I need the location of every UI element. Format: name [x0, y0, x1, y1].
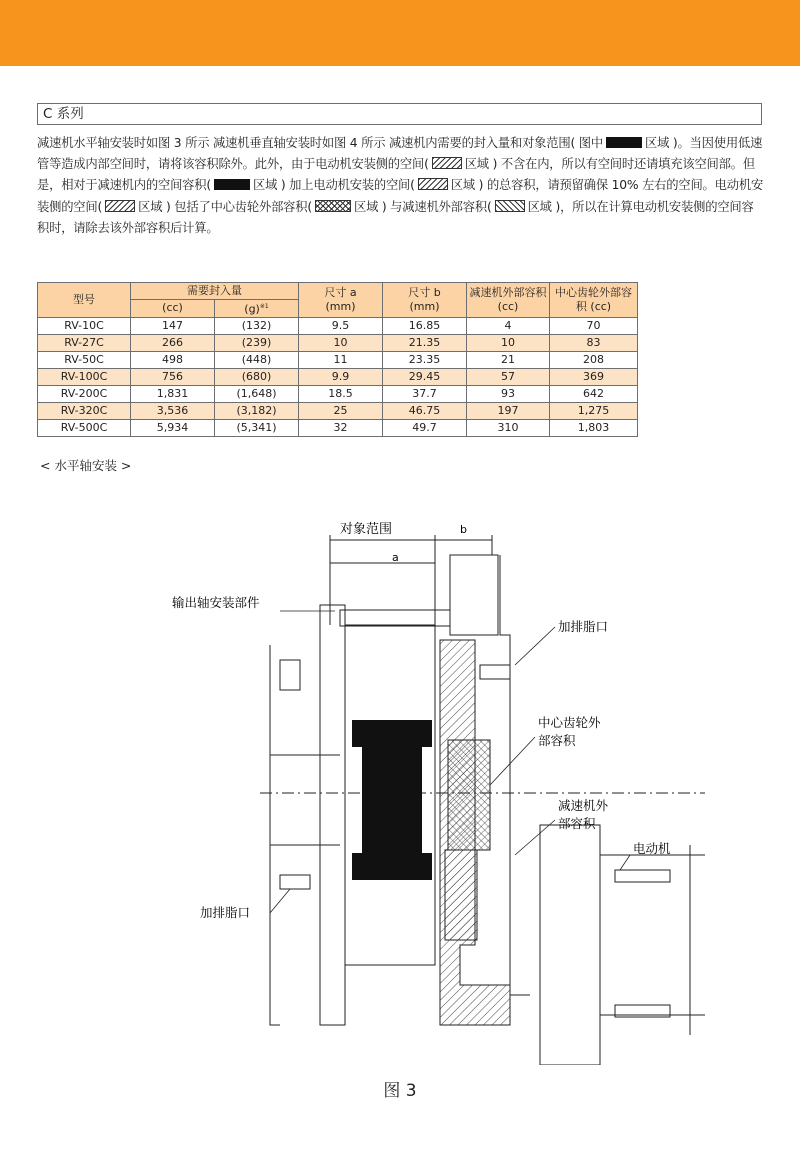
table-cell: 11 [299, 351, 383, 368]
header-g: $(g)^{※1}$ [215, 300, 299, 318]
table-cell: RV-50C [38, 351, 131, 368]
hatch-area-swatch [418, 178, 448, 190]
table-cell: (239) [215, 334, 299, 351]
label-dim-b: b [460, 523, 467, 536]
table-cell: 208 [550, 351, 638, 368]
horizontal-mount-diagram [170, 515, 710, 1065]
table-cell: RV-10C [38, 317, 131, 334]
table-cell: 23.35 [383, 351, 467, 368]
table-cell: 266 [131, 334, 215, 351]
table-cell: 310 [467, 419, 550, 436]
para-text: 区域 ) 与减速机外部容积( [353, 199, 492, 214]
table-cell: RV-27C [38, 334, 131, 351]
table-cell: 9.5 [299, 317, 383, 334]
table-cell: (448) [215, 351, 299, 368]
label-grease-top: 加排脂口 [558, 619, 609, 634]
label-center-volume-1: 中心齿轮外 [538, 715, 601, 730]
table-cell: 1,803 [550, 419, 638, 436]
hatch-area-swatch [105, 200, 135, 212]
black-area-swatch [606, 137, 642, 148]
para-text: 区域 ) 的总容积，请预留确保 10% 左右的空间。电动机安装侧的空间( [37, 178, 764, 214]
table-cell: RV-200C [38, 385, 131, 402]
label-dim-a: a [392, 551, 399, 564]
para-text: 区域 )。当因使用低速管等造成内部空间时，请将该容积除外。此外，由于电动机安装侧的空间( [37, 136, 763, 172]
section-title: C 系列 [37, 103, 762, 125]
figure-title: 图 3 [383, 1081, 417, 1101]
header-fill: 需要封入量 [131, 283, 299, 300]
table-row [38, 351, 638, 368]
table-cell: (132) [215, 317, 299, 334]
spec-table [37, 282, 638, 437]
table-cell: 93 [467, 385, 550, 402]
label-grease-bottom: 加排脂口 [200, 905, 251, 920]
para-text: 减速机水平轴安装时如图 3 所示 减速机垂直轴安装时如图 4 所示 减速机内需要的封入量和对象范围( 图中 [37, 136, 603, 150]
table-row [38, 419, 638, 436]
table-row [38, 334, 638, 351]
table-cell: 21.35 [383, 334, 467, 351]
table-cell: 18.5 [299, 385, 383, 402]
table-cell: 29.45 [383, 368, 467, 385]
table-row [38, 402, 638, 419]
header-model: 型号 [38, 283, 131, 318]
table-row [38, 368, 638, 385]
table-cell: 197 [467, 402, 550, 419]
table-cell: 10 [299, 334, 383, 351]
table-cell: (1,648) [215, 385, 299, 402]
para-text: 区域 )，所以在计算电动机安装侧的空间容积时，请除去该外部容积后计算。 [37, 199, 754, 235]
crosshatch-area-swatch [315, 200, 351, 212]
table-cell: 25 [299, 402, 383, 419]
header-cc: (cc) [131, 300, 215, 318]
top-banner [0, 0, 800, 66]
table-cell: RV-100C [38, 368, 131, 385]
table-cell: 1,831 [131, 385, 215, 402]
header-outer-volume: 减速机外部容积 (cc) [467, 283, 550, 318]
header-center-volume: 中心齿轮外部容积 (cc) [550, 283, 638, 318]
para-text: 区域 ) 加上电动机安装的空间( [252, 178, 415, 193]
label-motor: 电动机 [633, 841, 671, 856]
table-cell: 498 [131, 351, 215, 368]
label-center-volume-2: 部容积 [538, 733, 576, 748]
label-output-part: 输出轴安装部件 [172, 595, 260, 610]
table-cell: (3,182) [215, 402, 299, 419]
table-cell: 70 [550, 317, 638, 334]
table-cell: (680) [215, 368, 299, 385]
table-cell: 57 [467, 368, 550, 385]
table-cell: 83 [550, 334, 638, 351]
table-cell: 46.75 [383, 402, 467, 419]
table-cell: 147 [131, 317, 215, 334]
table-cell: 49.7 [383, 419, 467, 436]
table-cell: RV-320C [38, 402, 131, 419]
reverse-hatch-area-swatch [495, 200, 525, 212]
table-cell: 4 [467, 317, 550, 334]
description-paragraph [37, 133, 765, 239]
table-cell: (5,341) [215, 419, 299, 436]
table-cell: 16.85 [383, 317, 467, 334]
table-cell: 369 [550, 368, 638, 385]
horizontal-mount-caption: < 水平轴安装 > [40, 458, 132, 473]
table-cell: 21 [467, 351, 550, 368]
table-cell: 756 [131, 368, 215, 385]
hatch-area-swatch [432, 157, 462, 169]
table-row [38, 385, 638, 402]
table-cell: 642 [550, 385, 638, 402]
para-text: 区域 ) 不含在内，所以有空间时还请填充该空间部。但是，相对于减速机内的空间容积( [37, 157, 755, 193]
para-text: 区域 ) 包括了中心齿轮外部容积( [138, 199, 312, 214]
label-outer-volume-2: 部容积 [558, 816, 596, 831]
table-cell: 5,934 [131, 419, 215, 436]
table-cell: 32 [299, 419, 383, 436]
table-cell: 10 [467, 334, 550, 351]
table-cell: 9.9 [299, 368, 383, 385]
table-cell: 3,536 [131, 402, 215, 419]
header-dim-a: 尺寸 a (mm) [299, 283, 383, 318]
label-outer-volume-1: 减速机外 [558, 798, 609, 813]
label-target-range: 对象范围 [340, 522, 393, 537]
header-dim-b: 尺寸 b (mm) [383, 283, 467, 318]
table-cell: RV-500C [38, 419, 131, 436]
table-cell: 1,275 [550, 402, 638, 419]
table-cell: 37.7 [383, 385, 467, 402]
table-row [38, 317, 638, 334]
black-area-swatch [214, 179, 250, 190]
